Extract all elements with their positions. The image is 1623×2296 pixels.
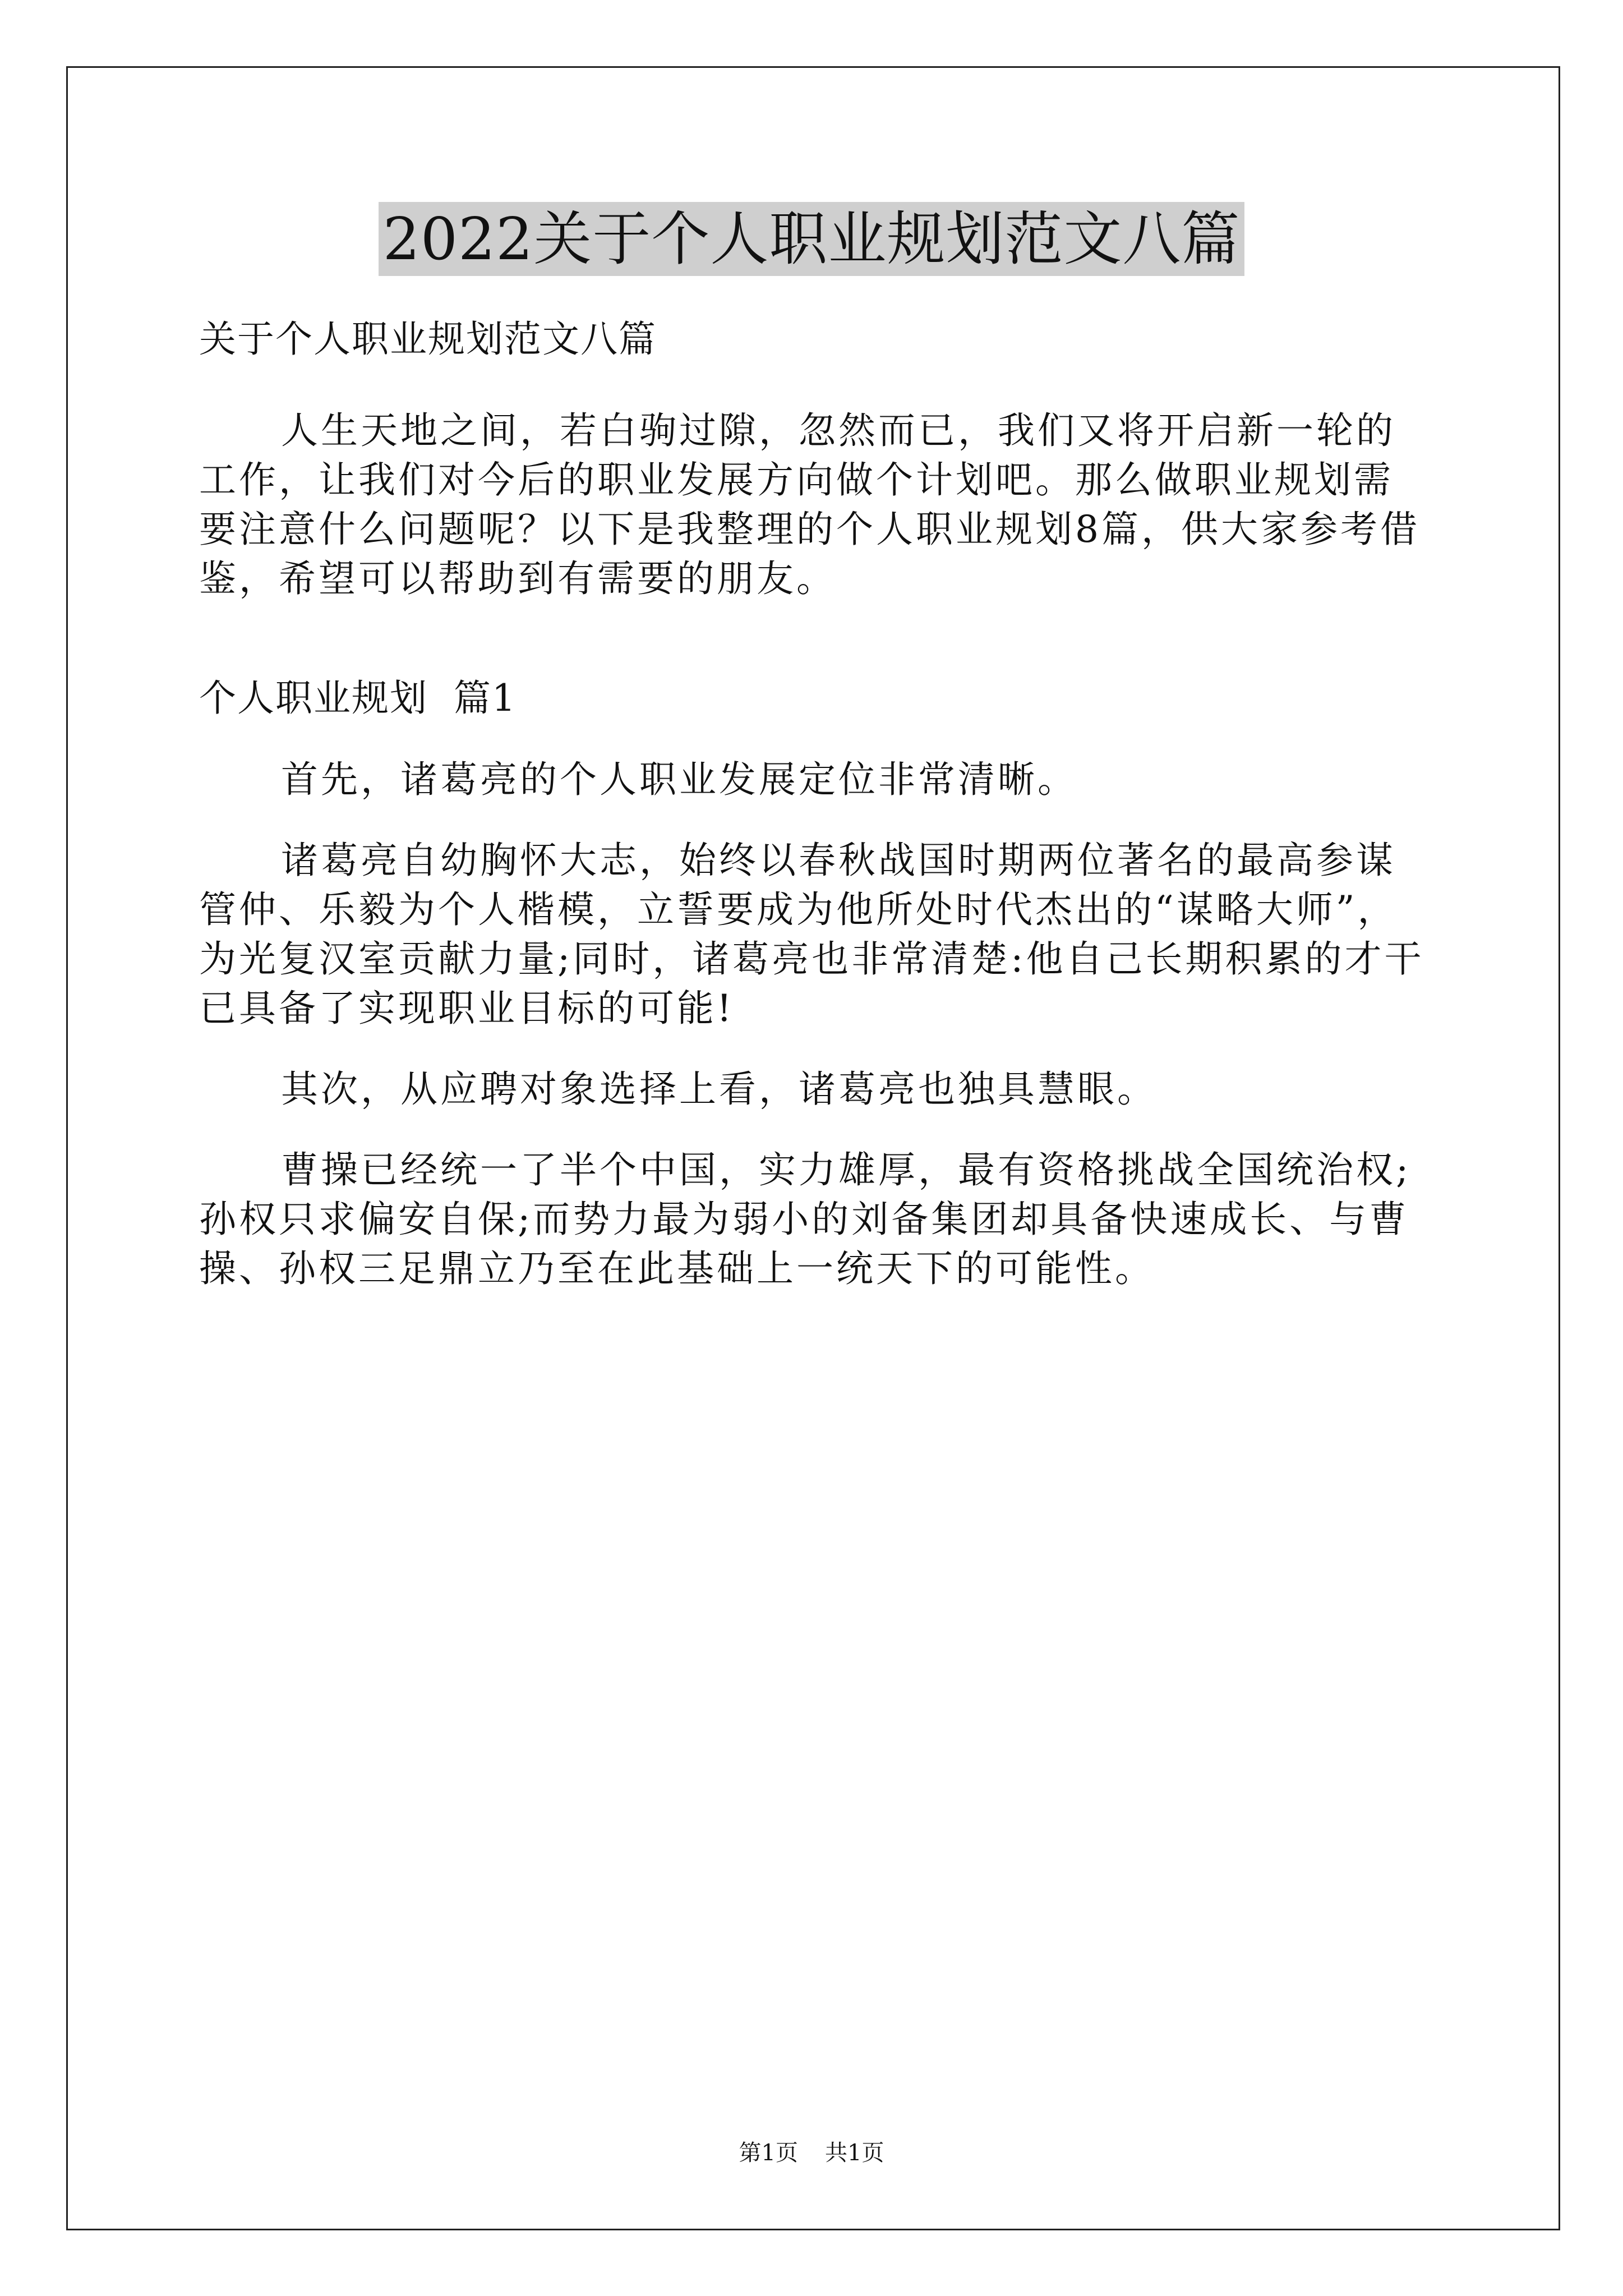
- title-container: [0, 202, 1623, 276]
- paragraph-2: 诸葛亮自幼胸怀大志，始终以春秋战国时期两位著名的最高参谋管仲、乐毅为个人楷模，立誓要成为他所处时代杰出的“谋略大师”，为光复汉室贡献力量;同时，诸葛亮也非常清楚:他自己长期积累的才干已具备了实现职业目标的可能!: [199, 839, 1424, 1030]
- document-body: [199, 314, 1433, 1294]
- document-title: 2022关于个人职业规划范文八篇: [379, 202, 1245, 276]
- intro-paragraph: 人生天地之间，若白驹过隙，忽然而已，我们又将开启新一轮的工作，让我们对今后的职业发展方向做个计划吧。那么做职业规划需要注意什么问题呢？以下是我整理的个人职业规划8篇，供大家参考借鉴，希望可以帮助到有需要的朋友。: [199, 409, 1420, 600]
- page-total: 共1页: [825, 2140, 884, 2166]
- paragraph-4: 曹操已经统一了半个中国，实力雄厚，最有资格挑战全国统治权;孙权只求偏安自保;而势力最为弱小的刘备集团却具备快速成长、与曹操、孙权三足鼎立乃至在此基础上一统天下的可能性。: [199, 1148, 1412, 1290]
- page-footer: [0, 2138, 1623, 2168]
- document-subtitle: 关于个人职业规划范文八篇: [199, 318, 657, 361]
- paragraph-3: 其次，从应聘对象选择上看，诸葛亮也独具慧眼。: [281, 1068, 1157, 1111]
- paragraph-1: 首先，诸葛亮的个人职业发展定位非常清晰。: [281, 758, 1077, 801]
- section-heading: 个人职业规划 篇1: [199, 677, 517, 720]
- page-number: 第1页: [739, 2140, 798, 2166]
